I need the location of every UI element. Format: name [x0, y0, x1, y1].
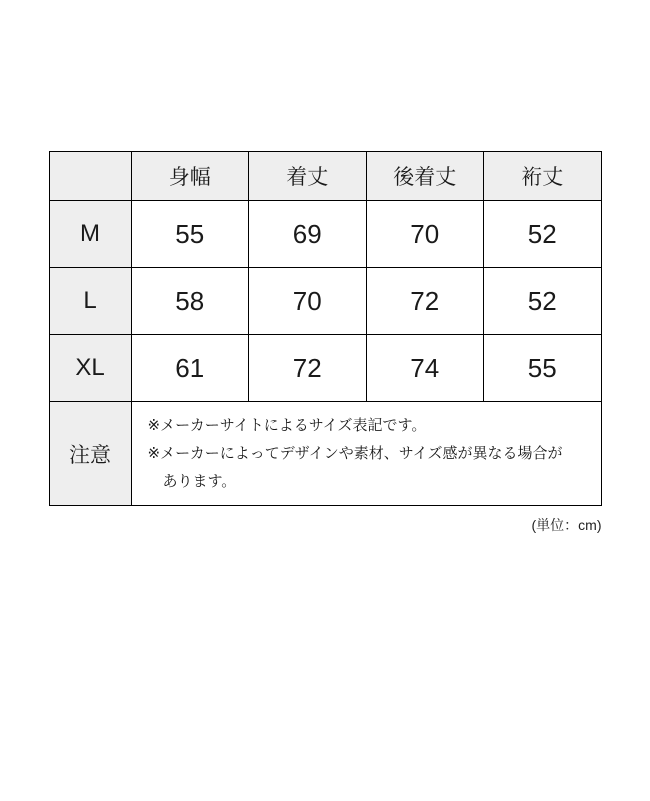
size-cell: 69 — [249, 201, 367, 268]
size-cell: 52 — [484, 201, 602, 268]
size-row-m — [49, 201, 601, 268]
size-chart-container — [49, 151, 602, 535]
size-cell: 72 — [366, 268, 484, 335]
note-text-2: ※メーカーによってデザインや素材、サイズ感が異なる場合があります。 — [147, 444, 563, 490]
size-table — [49, 151, 602, 506]
column-header-sleeve-length: 裄丈 — [484, 152, 602, 201]
note-label: 注意 — [49, 402, 131, 506]
column-header-back-length: 後着丈 — [366, 152, 484, 201]
unit-label: (単位：cm) — [531, 517, 602, 534]
size-label-m: M — [49, 201, 131, 268]
size-label-xl: XL — [49, 335, 131, 402]
note-row — [49, 402, 601, 506]
header-row — [49, 152, 601, 201]
corner-cell — [49, 152, 131, 201]
size-cell: 58 — [131, 268, 249, 335]
size-cell: 55 — [484, 335, 602, 402]
size-cell: 70 — [366, 201, 484, 268]
note-cell — [131, 402, 601, 506]
size-cell: 55 — [131, 201, 249, 268]
column-header-body-width: 身幅 — [131, 152, 249, 201]
column-header-length: 着丈 — [249, 152, 367, 201]
size-cell: 52 — [484, 268, 602, 335]
size-cell: 70 — [249, 268, 367, 335]
note-text-1: ※メーカーサイトによるサイズ表記です。 — [147, 417, 427, 434]
size-row-xl — [49, 335, 601, 402]
size-cell: 74 — [366, 335, 484, 402]
size-cell: 72 — [249, 335, 367, 402]
size-row-l — [49, 268, 601, 335]
size-cell: 61 — [131, 335, 249, 402]
size-label-l: L — [49, 268, 131, 335]
